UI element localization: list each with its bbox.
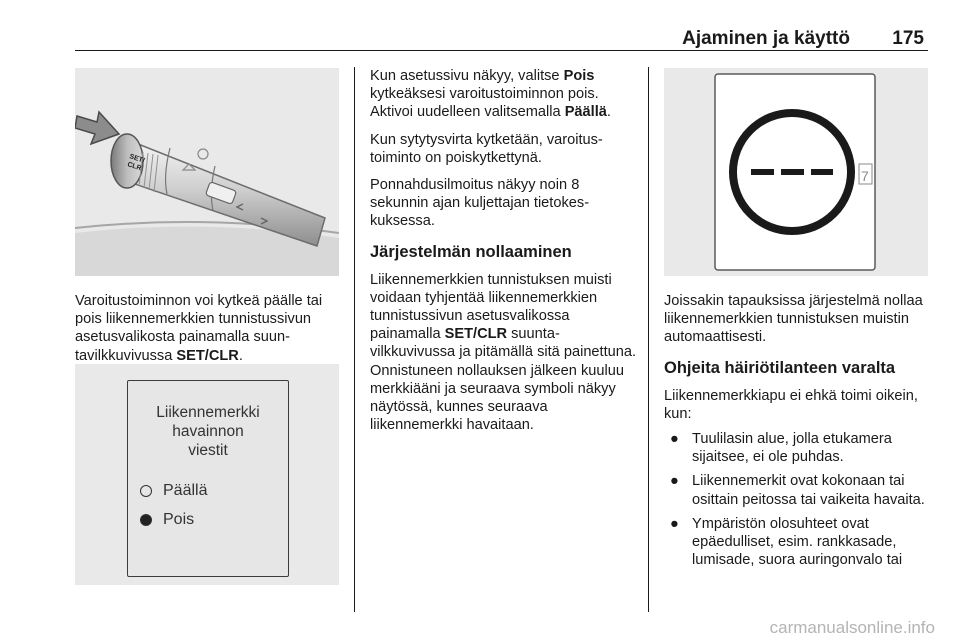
- turn-signal-lever-drawing: [75, 68, 339, 276]
- turn-signal-lever-illustration: [75, 68, 339, 276]
- paragraph-auto-reset: Joissakin tapauksissa järjestelmä nollaa liikennemerkkien tunnistuksen muistin automaattisesti.: [664, 293, 923, 346]
- heading-fault: Ohjeita häiriötilanteen varalta: [664, 358, 896, 377]
- end-of-restriction-illustration: [664, 68, 928, 276]
- left-column-text: [75, 292, 341, 365]
- column-divider-right: [648, 67, 649, 612]
- radio-selected-icon: [140, 514, 152, 526]
- column-divider-left: [354, 67, 355, 612]
- paragraph-settings: Kun asetussivu näkyy, valitse Pois kytkeäksesi varoitustoiminnon pois. Aktivoi uudelleen valitsemalla Päällä.: [370, 68, 611, 121]
- clr-label: CLR: [126, 161, 143, 173]
- menu-option-on: Päällä: [140, 482, 207, 500]
- bullet-icon: ●: [670, 431, 679, 448]
- paragraph-warning-toggle: Varoitustoiminnon voi kytkeä päälle tai pois liikennemerkkien tunnistussivun asetusvalikosta painamalla suuntavilkkuvivussa SET/CLR.: [75, 293, 323, 364]
- settings-menu-display: [127, 380, 289, 577]
- heading-reset: Järjestelmän nollaaminen: [370, 242, 572, 261]
- middle-column-text: [370, 67, 638, 434]
- fault-list: [664, 430, 930, 569]
- menu-title: Liikennemerkki havainnon viestit: [156, 404, 260, 459]
- set-label: SET/: [128, 153, 146, 165]
- right-column-text: [664, 292, 930, 575]
- radio-off-icon: [140, 485, 152, 497]
- bullet-icon: ●: [670, 515, 679, 532]
- paragraph-ignition: Kun sytytysvirta kytketään, varoitustoiminto on poiskytkettynä.: [370, 131, 603, 166]
- page-header: [75, 28, 928, 51]
- page-title: Ajaminen ja käyttö: [682, 28, 850, 49]
- list-item: ● Tuulilasin alue, jolla etukamera sijaitsee, ei ole puhdas.: [670, 431, 892, 466]
- paragraph-popup: Ponnahdusilmoitus näkyy noin 8 sekunnin ajan kuljettajan tietokeskuksessa.: [370, 177, 590, 230]
- bullet-icon: ●: [670, 473, 679, 490]
- watermark[interactable]: carmanualsonline.info: [769, 618, 935, 637]
- list-item: ● Ympäristön olosuhteet ovat epäedulliset, esim. rankkasade, lumisade, suora auringonvalo tai: [670, 515, 903, 569]
- menu-option-off: Pois: [140, 511, 194, 529]
- page-number: 175: [892, 28, 924, 49]
- reset-symbol-drawing: [664, 68, 928, 276]
- list-item: ● Liikennemerkit ovat kokonaan tai osittain peitossa tai vaikeita havaita.: [670, 473, 925, 508]
- mark-label: 7: [861, 168, 869, 184]
- paragraph-reset: Liikennemerkkien tunnistuksen muisti voidaan tyhjentää liikennemerkkien tunnistussivun asetusvalikossa painamalla SET/CLR suuntavilkkuvivussa ja pitämällä sitä painettuna. Onnistuneen nollauksen jälkeen kuuluu merkkiääni ja seuraava symboli näkyy näytössä, kunnes seuraava liikennemerkki havaitaan.: [370, 271, 637, 434]
- paragraph-fault-intro: Liikennemerkkiapu ei ehkä toimi oikein, kun:: [664, 387, 918, 422]
